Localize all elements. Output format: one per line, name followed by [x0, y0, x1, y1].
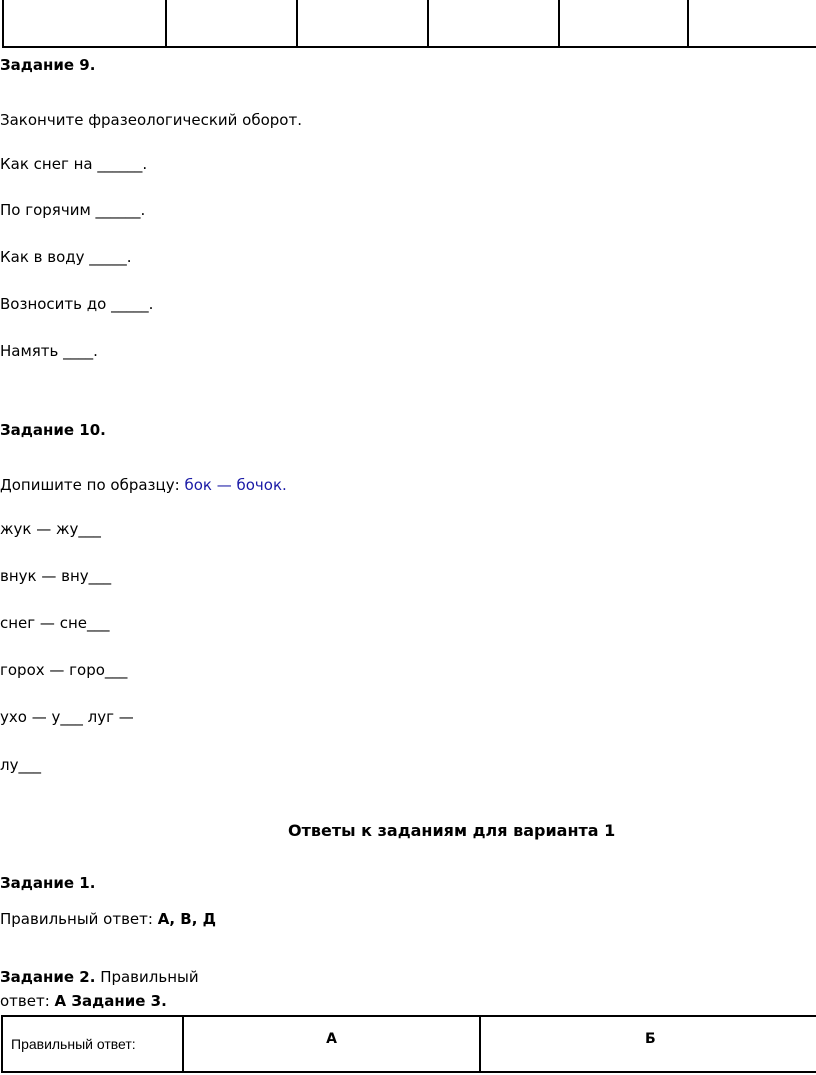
answers-title: Ответы к заданиям для варианта 1 [288, 821, 616, 840]
task9-item-3: Как в воду _____. [0, 248, 132, 266]
task10-item-4: горох — горо___ [0, 661, 128, 679]
answer-table-label-cell [2, 1016, 183, 1072]
task9-item-4: Возносить до _____. [0, 295, 154, 313]
answer-task2-line [0, 968, 199, 986]
answer-task2-title: Задание 2. [0, 968, 96, 986]
task10-item-2: внук — вну___ [0, 567, 112, 585]
answer-task1-value: А, В, Д [157, 910, 216, 928]
answer-table-col-b [480, 1016, 816, 1072]
answer-table-label: Правильный ответ: [11, 1036, 136, 1052]
answer-task2-line-2 [0, 992, 167, 1010]
table-cell [559, 0, 688, 47]
task10-item-1: жук — жу___ [0, 520, 101, 538]
task10-title: Задание 10. [0, 421, 106, 439]
answer-task1-title: Задание 1. [0, 874, 96, 892]
answer-table-col-a-label: А [326, 1031, 337, 1047]
answer-task2-value: А [54, 992, 67, 1010]
table-cell [3, 0, 166, 47]
task9-item-2: По горячим ______. [0, 201, 146, 219]
task10-prompt-line [0, 476, 287, 494]
task9-item-1: Как снег на ______. [0, 155, 148, 173]
answer-table-col-b-label: Б [645, 1031, 656, 1047]
task10-example-end: . [282, 476, 287, 494]
answer-task2-label: ответ: [0, 992, 55, 1010]
answer-task3-table [1, 1015, 816, 1073]
task10-item-3: снег — сне___ [0, 614, 110, 632]
table-cell [428, 0, 559, 47]
task10-item-6: лу___ [0, 756, 41, 774]
answer-table-col-a [183, 1016, 480, 1072]
answer-task1-label: Правильный ответ: [0, 910, 158, 928]
task10-item-5: ухо — у___ луг — [0, 708, 134, 726]
task9-prompt: Закончите фразеологический оборот. [0, 111, 302, 129]
answer-task1-line [0, 910, 216, 928]
task9-item-5: Намять ____. [0, 342, 98, 360]
answer-task2-text: Правильный [95, 968, 199, 986]
task10-example: бок — бочок [184, 476, 283, 494]
table-cell [166, 0, 297, 47]
top-table-fragment [2, 0, 816, 48]
table-cell [297, 0, 428, 47]
answer-task3-title: Задание 3. [66, 992, 167, 1010]
task9-title: Задание 9. [0, 56, 96, 74]
task10-prompt: Допишите по образцу: [0, 476, 185, 494]
table-cell [688, 0, 816, 47]
